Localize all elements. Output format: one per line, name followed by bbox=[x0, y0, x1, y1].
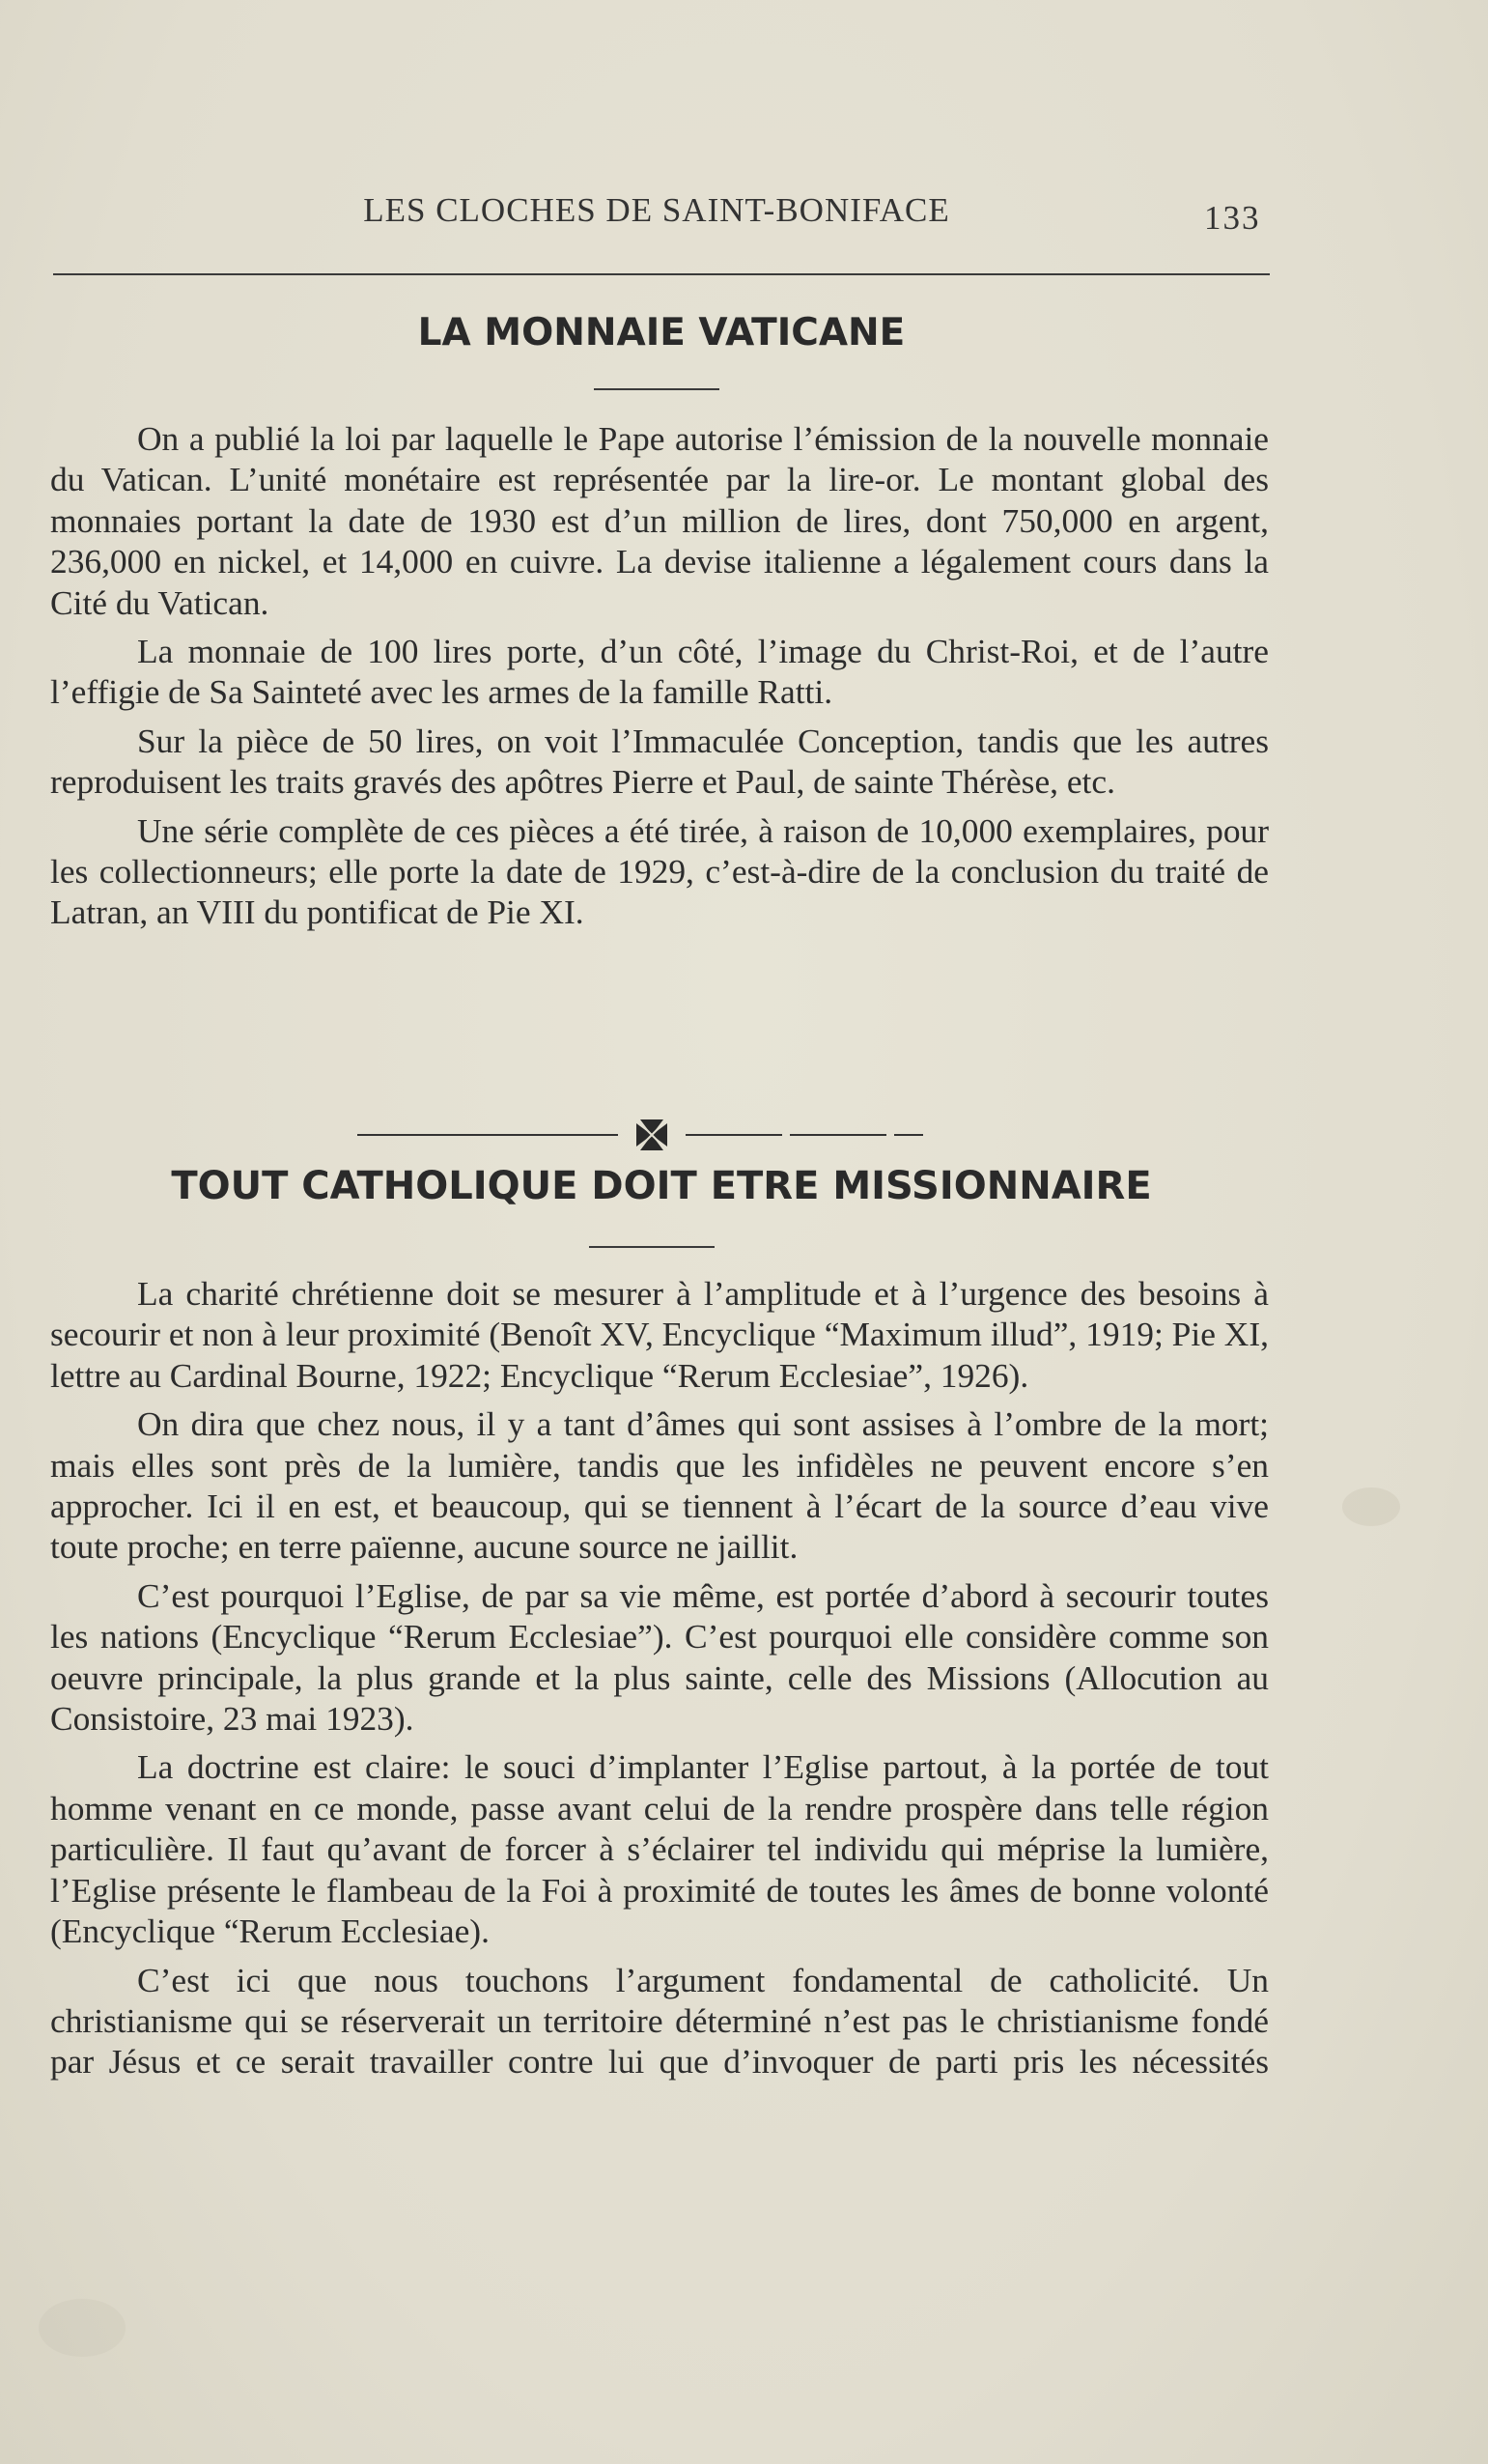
page-number: 133 bbox=[1204, 199, 1261, 237]
paragraph: C’est pourquoi l’Eglise, de par sa vie même, est portée d’abord à secourir toutes les nations (Encyclique “Rerum Ecclesiae”). C’est pourquoi elle considère comme son oeuvre principale, la plus grande et la plus sainte, celle des Missions (Allocution au Consistoire, 23 mai 1923). bbox=[50, 1575, 1269, 1739]
running-header-title: LES CLOCHES DE SAINT-BONIFACE bbox=[363, 191, 950, 229]
paragraph: On a publié la loi par laquelle le Pape autorise l’émission de la nouvelle monnaie du Vatican. L’unité monétaire est représentée par la lire-or. Le montant global des monnaies portant la date de 1930 est d’un million de lires, dont 750,000 en argent, 236,000 en nickel, et 14,000 en cuivre. La devise italienne a légalement cours dans la Cité du Vatican. bbox=[50, 419, 1269, 622]
paragraph: C’est ici que nous touchons l’argument fondamental de catholicité. Un christianisme qui se réserverait un territoire déterminé n’est pas le christianisme fondé par Jésus et ce serait travailler contre lui que d’invoquer de parti pris les nécessités bbox=[50, 1960, 1269, 2082]
separator-line-right bbox=[790, 1134, 886, 1136]
section-separator bbox=[357, 1116, 956, 1154]
article-title: TOUT CATHOLIQUE DOIT ETRE MISSIONNAIRE bbox=[171, 1164, 1152, 1208]
separator-line-right bbox=[686, 1134, 782, 1136]
separator-line-right bbox=[894, 1134, 923, 1136]
paper-spot bbox=[39, 2299, 126, 2357]
paragraph: La charité chrétienne doit se mesurer à l’amplitude et à l’urgence des besoins à secourir et non à leur proximité (Benoît XV, Encyclique “Maximum illud”, 1919; Pie XI, lettre au Cardinal Bourne, 1922; Encyclique “Rerum Ecclesiae”, 1926). bbox=[50, 1274, 1269, 1395]
separator-line-left bbox=[357, 1134, 618, 1136]
paragraph: Sur la pièce de 50 lires, on voit l’Immaculée Conception, tandis que les autres reproduisent les traits gravés des apôtres Pierre et Paul, de sainte Thérèse, etc. bbox=[50, 721, 1269, 802]
paragraph: La monnaie de 100 lires porte, d’un côté, l’image du Christ-Roi, et de l’autre l’effigie de Sa Sainteté avec les armes de la famille Ratti. bbox=[50, 632, 1269, 712]
header-rule bbox=[53, 273, 1270, 275]
article-body bbox=[50, 418, 1269, 933]
paper-spot bbox=[1342, 1487, 1400, 1526]
paragraph: On dira que chez nous, il y a tant d’âmes qui sont assises à l’ombre de la mort; mais elles sont près de la lumière, tandis que les infidèles ne peuvent encore s’en approcher. Ici il en est, et beaucoup, qui se tiennent à l’écart de la source d’eau vive toute proche; en terre païenne, aucune source ne jaillit. bbox=[50, 1404, 1269, 1567]
maltese-cross-icon bbox=[632, 1116, 671, 1154]
title-underline bbox=[594, 388, 719, 390]
paragraph: Une série complète de ces pièces a été tirée, à raison de 10,000 exemplaires, pour les collectionneurs; elle porte la date de 1929, c’est-à-dire de la conclusion du traité de Latran, an VIII du pontificat de Pie XI. bbox=[50, 810, 1269, 932]
title-underline bbox=[589, 1246, 715, 1248]
article-body bbox=[50, 1273, 1269, 2082]
paragraph: La doctrine est claire: le souci d’implanter l’Eglise partout, à la portée de tout homme venant en ce monde, passe avant celui de la rendre prospère dans telle région particulière. Il faut qu’avant de forcer à s’éclairer tel individu qui méprise la lumière, l’Eglise présente le flambeau de la Foi à proximité de toutes les âmes de bonne volonté (Encyclique “Rerum Ecclesiae). bbox=[50, 1747, 1269, 1951]
article-title: LA MONNAIE VATICANE bbox=[417, 311, 906, 354]
